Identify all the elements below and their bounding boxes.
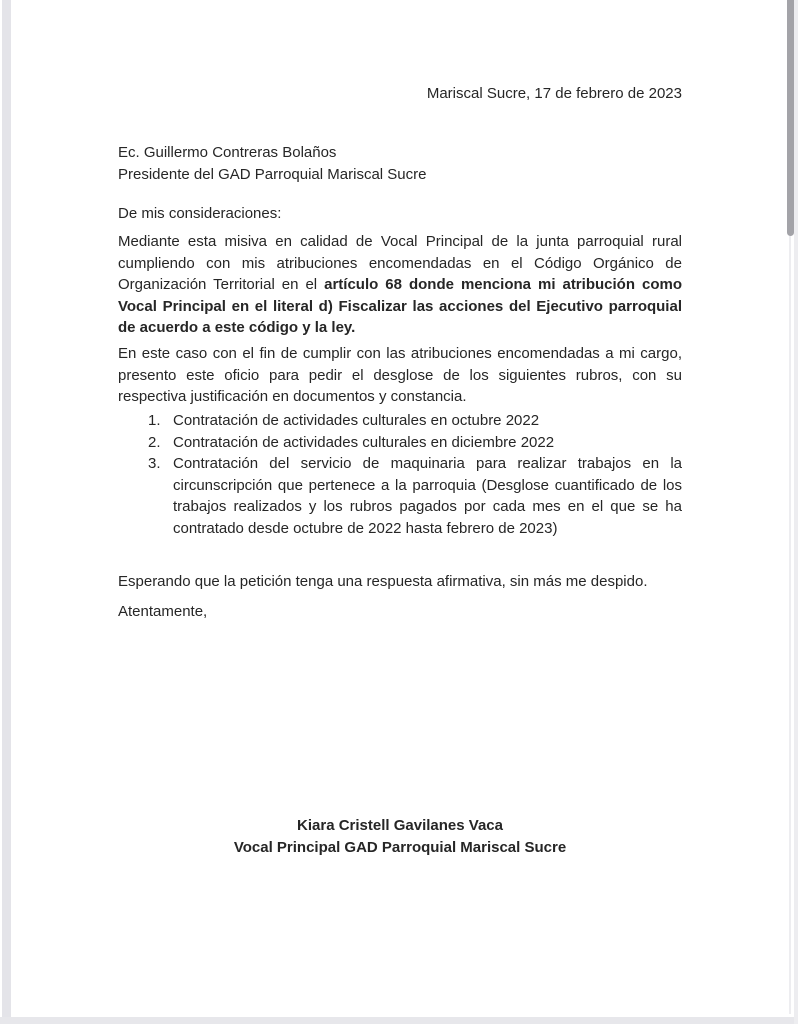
signature-name: Kiara Cristell Gavilanes Vaca [297,817,503,834]
scrollbar-track[interactable] [794,0,798,1024]
viewer-bottom-gutter [0,1017,798,1024]
paragraph-attributions [118,231,682,339]
letter-date: Mariscal Sucre, 17 de febrero de 2023 [426,85,682,102]
list-item-number: 3. [148,455,161,472]
list-item [118,410,682,432]
letter-content [118,0,682,1017]
document-page [11,0,794,1017]
list-item-text: Contratación del servicio de maquinaria para realizar trabajos en la circunscripción que pertenece a la parroquia (Desglose cuantificado de los trabajos realizados y los rubros pagados por cada mes en el que se ha contratado desde octubre de 2022 hasta febrero de 2023) [173,455,682,537]
list-item-text: Contratación de actividades culturales en octubre 2022 [173,412,540,429]
list-item [118,432,682,454]
signature-title: Vocal Principal GAD Parroquial Mariscal Sucre [233,839,567,856]
paragraph-request: En este caso con el fin de cumplir con las atribuciones encomendadas a mi cargo, presento este oficio para pedir el desglose de los siguientes rubros, con su respectiva justificación en documentos y constancia. [118,345,682,405]
list-item-number: 2. [148,433,161,451]
list-item-text: Contratación de actividades culturales en diciembre 2022 [173,433,555,451]
requested-items-list [118,410,682,539]
scrollbar-thumb[interactable] [787,0,794,236]
viewer-left-gutter [2,0,11,1024]
recipient-block [118,142,682,185]
signature-block [118,815,682,859]
paragraph-attributions-normal-text: Mediante esta misiva en calidad de Vocal Principal de la junta parroquial rural cumpliendo con mis atribuciones encomendadas en el Código Orgánico de Organización Territorial en el [118,233,682,293]
list-item [118,453,682,539]
list-item-number: 1. [148,412,161,429]
recipient-name: Ec. Guillermo Contreras Bolaños [118,144,337,161]
closing-line: Esperando que la petición tenga una respuesta afirmativa, sin más me despido. [118,573,648,590]
signoff: Atentamente, [118,603,208,620]
scrollbar-track-line [789,236,791,1014]
paragraph-attributions-bold-text: artículo 68 donde menciona mi atribución como Vocal Principal en el literal d) Fiscalizar las acciones del Ejecutivo parroquial de acuerdo a este código y la ley. [118,276,682,336]
salutation: De mis consideraciones: [118,205,282,222]
recipient-title: Presidente del GAD Parroquial Mariscal Sucre [118,165,427,183]
